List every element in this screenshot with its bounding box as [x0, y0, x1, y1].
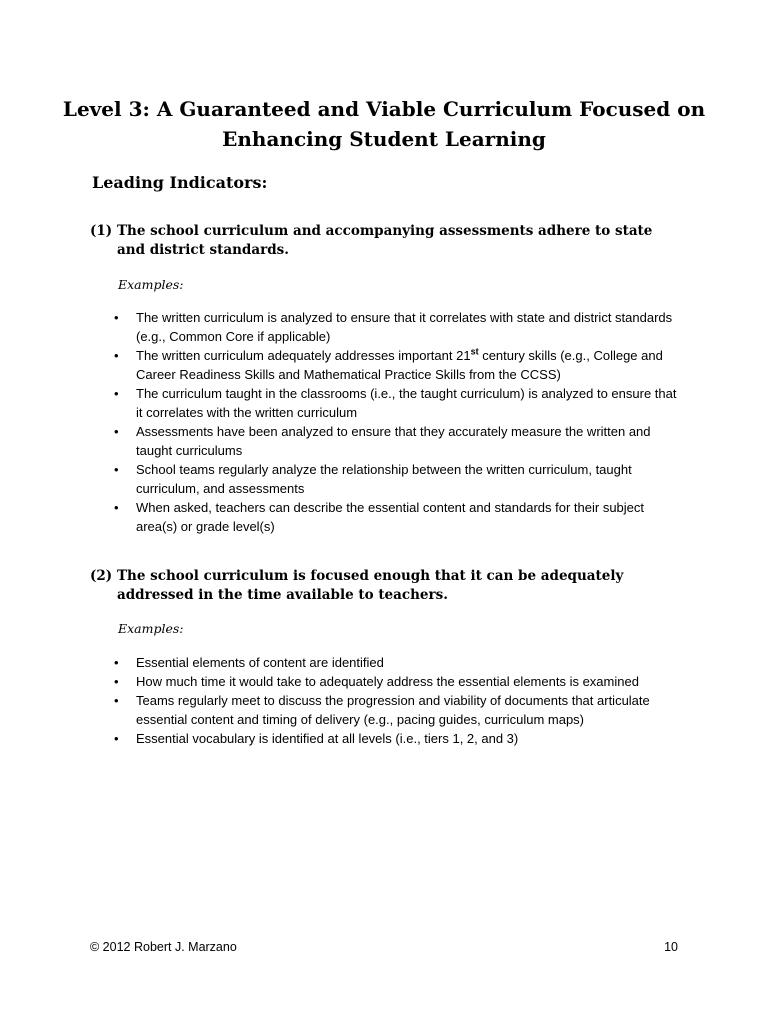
list-item-text-after: century skills (e.g., College and Career Readiness Skills and Mathematical Practice Skills from the CCSS) [136, 348, 663, 382]
bullet-icon: • [114, 500, 119, 515]
indicator-1-number: (1) [90, 223, 113, 239]
list-item-text: The written curriculum is analyzed to ensure that it correlates with state and district standards (e.g., Common Core if applicable) [136, 310, 673, 344]
list-item [110, 691, 684, 729]
bullet-icon: • [114, 731, 119, 746]
indicator-2-number: (2) [90, 568, 113, 584]
indicator-1 [90, 222, 682, 260]
indicator-1-text: The school curriculum and accompanying assessments adhere to state and district standards. [117, 223, 653, 258]
list-item-text: Essential elements of content are identified [136, 655, 384, 670]
list-item-text: The curriculum taught in the classrooms (i.e., the taught curriculum) is analyzed to ensure that it correlates with the written curriculum [136, 386, 677, 420]
list-item [110, 384, 684, 422]
bullet-icon: • [114, 693, 119, 708]
bullet-icon: • [114, 348, 119, 363]
ordinal-superscript: st [470, 346, 479, 357]
indicator-2-examples-label: Examples: [118, 621, 184, 636]
list-item [110, 672, 684, 691]
indicator-2-text: The school curriculum is focused enough that it can be adequately addressed in the time available to teachers. [117, 568, 624, 603]
indicator-2-examples-list [110, 653, 684, 748]
list-item-text: Essential vocabulary is identified at all levels (i.e., tiers 1, 2, and 3) [136, 731, 519, 746]
indicator-2 [90, 567, 682, 605]
list-item-text: Assessments have been analyzed to ensure that they accurately measure the written and taught curriculums [136, 424, 651, 458]
bullet-icon: • [114, 462, 119, 477]
title-line-1: Level 3: A Guaranteed and Viable Curriculum Focused on [62, 97, 706, 121]
list-item [110, 653, 684, 672]
page-title [60, 94, 708, 154]
list-item-text: Teams regularly meet to discuss the progression and viability of documents that articulate essential content and timing of delivery (e.g., pacing guides, curriculum maps) [136, 693, 650, 727]
list-item [110, 498, 684, 536]
footer-copyright: © 2012 Robert J. Marzano [90, 940, 237, 954]
list-item-text-before: The written curriculum adequately addresses important 21 [136, 348, 471, 363]
footer-page-number: 10 [664, 940, 678, 954]
indicator-1-examples-list [110, 308, 684, 536]
list-item-text: School teams regularly analyze the relationship between the written curriculum, taught curriculum, and assessments [136, 462, 632, 496]
leading-indicators-heading: Leading Indicators: [92, 173, 268, 192]
bullet-icon: • [114, 424, 119, 439]
list-item-text: When asked, teachers can describe the essential content and standards for their subject area(s) or grade level(s) [136, 500, 645, 534]
bullet-icon: • [114, 310, 119, 325]
bullet-icon: • [114, 674, 119, 689]
list-item-text: How much time it would take to adequately address the essential elements is examined [136, 674, 639, 689]
list-item [110, 346, 684, 384]
list-item [110, 422, 684, 460]
title-line-2: Enhancing Student Learning [222, 127, 546, 151]
list-item [110, 308, 684, 346]
list-item [110, 729, 684, 748]
bullet-icon: • [114, 386, 119, 401]
bullet-icon: • [114, 655, 119, 670]
list-item [110, 460, 684, 498]
indicator-1-examples-label: Examples: [118, 277, 184, 292]
